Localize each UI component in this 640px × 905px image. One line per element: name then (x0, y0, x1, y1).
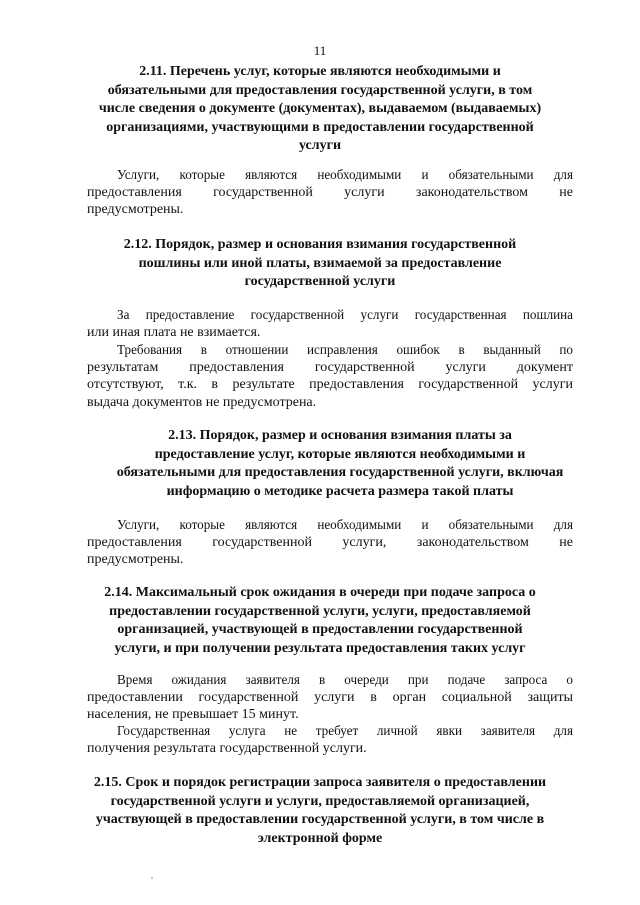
paragraph-line: Время ожидания заявителя в очереди при подаче запроса о (117, 672, 573, 687)
paragraph-line: предоставления государственной услуги, законодательством не (87, 534, 573, 550)
heading-line: организацией, участвующей в предоставлении государственной (117, 622, 523, 637)
paragraph (87, 722, 573, 757)
paragraph-line: Государственная услуга не требует личной явки заявителя для (117, 723, 573, 738)
section-heading-2-13 (88, 427, 592, 501)
heading-line: услуги (298, 138, 342, 153)
paragraph-line: населения, не превышает 15 минут. (87, 707, 299, 722)
section-heading-2-14 (68, 584, 572, 658)
paragraph-line: предусмотрены. (87, 552, 184, 567)
paragraph-line: результатам предоставления государственной услуги документ (87, 359, 573, 375)
paragraph-line: предоставления государственной услуги законодательством не (87, 184, 573, 200)
heading-line: электронной форме (257, 830, 383, 846)
paragraph-line: отсутствуют, т.к. в результате предоставления государственной услуги (87, 377, 573, 392)
paragraph-line: получения результата государственной услуги. (87, 740, 367, 756)
section-heading-2-12 (68, 236, 572, 292)
heading-line: участвующей в предоставлении государственной услуги, в том числе в (95, 812, 545, 827)
paragraph (87, 341, 573, 411)
paragraph-line: или иная плата не взимается. (87, 324, 261, 340)
heading-line: 2.13. Порядок, размер и основания взимания платы за (168, 428, 512, 443)
paragraph (87, 516, 573, 569)
paragraph (87, 166, 573, 219)
paragraph-line: Требования в отношении исправления ошибок в выданный по (117, 342, 573, 357)
paragraph (87, 671, 573, 724)
heading-line: 2.11. Перечень услуг, которые являются необходимыми и (139, 64, 501, 79)
paragraph-line: Услуги, которые являются необходимыми и обязательными для (117, 517, 573, 532)
heading-line: услуги, и при получении результата предоставления таких услуг (114, 640, 526, 656)
scan-speck (151, 877, 153, 879)
heading-line: обязательными для предоставления государственной услуги, включая (116, 465, 564, 480)
page-number: 11 (313, 43, 327, 58)
section-heading-2-11 (68, 63, 572, 156)
paragraph-line: За предоставление государственной услуги государственная пошлина (117, 307, 573, 322)
heading-line: организациями, участвующими в предоставлении государственной (106, 119, 534, 135)
heading-line: 2.12. Порядок, размер и основания взимания государственной (123, 237, 517, 252)
paragraph-line: предусмотрены. (87, 202, 184, 217)
heading-line: предоставление услуг, которые являются необходимыми и (154, 446, 526, 462)
heading-line: обязательными для предоставления государственной услуги, в том (107, 82, 533, 98)
heading-line: государственной услуги и услуги, предоставляемой организацией, (110, 793, 530, 809)
heading-line: информацию о методике расчета размера такой платы (166, 483, 514, 499)
section-heading-2-15 (68, 774, 572, 848)
paragraph (87, 306, 573, 341)
heading-line: 2.15. Срок и порядок регистрации запроса заявителя о предоставлении (93, 775, 547, 790)
paragraph-line: предоставлении государственной услуги в орган социальной защиты (87, 689, 573, 705)
heading-line: государственной услуги (244, 274, 396, 289)
paragraph-line: выдача документов не предусмотрена. (87, 394, 317, 410)
heading-line: числе сведения о документе (документах), выдаваемом (выдаваемых) (98, 101, 542, 116)
heading-line: предоставлении государственной услуги, услуги, предоставляемой (109, 603, 531, 619)
paragraph-line: Услуги, которые являются необходимыми и обязательными для (117, 167, 573, 182)
heading-line: 2.14. Максимальный срок ожидания в очереди при подаче запроса о (104, 585, 536, 600)
heading-line: пошлины или иной платы, взимаемой за предоставление (138, 255, 502, 271)
